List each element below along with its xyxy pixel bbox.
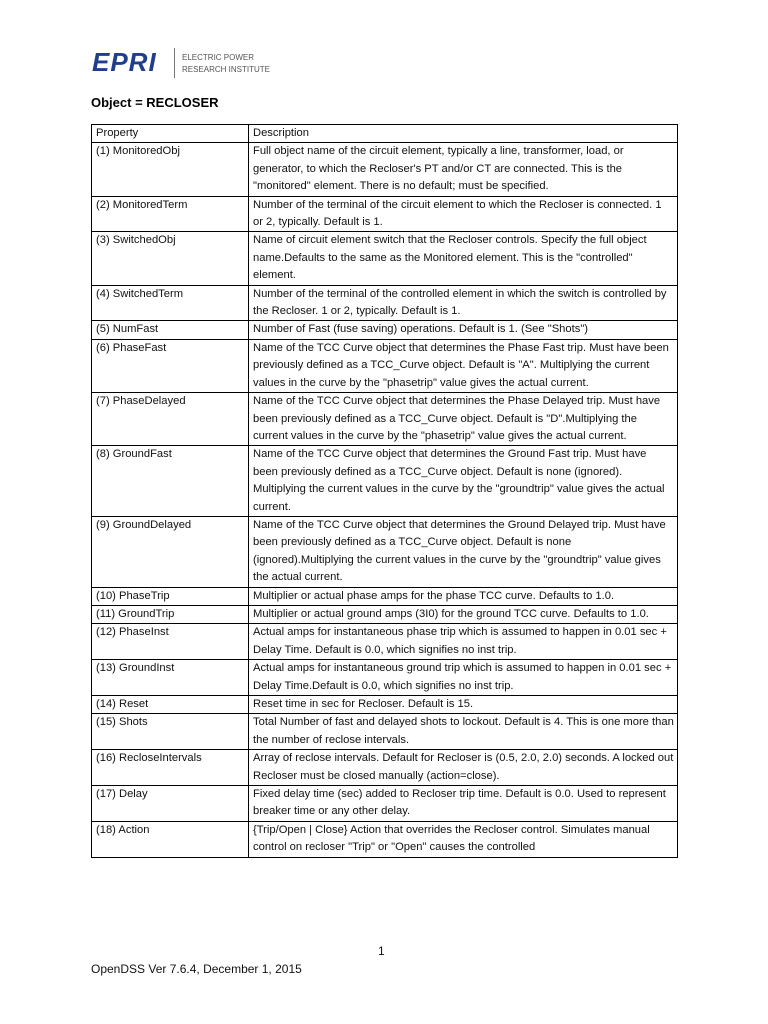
logo-divider [174,48,175,78]
table-row [92,750,678,786]
property-cell: (7) PhaseDelayed [92,393,249,446]
description-cell: Name of the TCC Curve object that determines the Ground Fast trip. Must have been previously defined as a TCC_Curve object. Default is none (ignored). Multiplying the current values in the curve by the "groundtrip" value gives the actual current. [249,446,678,517]
description-cell: Full object name of the circuit element, typically a line, transformer, load, or generator, to which the Recloser's PT and/or CT are connected. This is the "monitored" element. There is no default; must be specified. [249,143,678,196]
table-row [92,714,678,750]
description-cell: Actual amps for instantaneous ground trip which is assumed to happen in 0.01 sec + Delay Time.Default is 0.0, which signifies no inst trip. [249,660,678,696]
table-row [92,821,678,857]
table-row [92,196,678,232]
property-cell: (17) Delay [92,786,249,822]
table-row [92,605,678,623]
table-row [92,393,678,446]
table-row [92,660,678,696]
property-cell: (2) MonitoredTerm [92,196,249,232]
logo-wordmark: EPRI [92,48,157,77]
header-property: Property [92,125,249,143]
description-cell: Multiplier or actual phase amps for the phase TCC curve. Defaults to 1.0. [249,587,678,605]
property-cell: (15) Shots [92,714,249,750]
page-title: Object = RECLOSER [91,95,219,110]
page-number: 1 [378,944,385,958]
property-cell: (11) GroundTrip [92,605,249,623]
table-row [92,143,678,196]
description-cell: Fixed delay time (sec) added to Recloser trip time. Default is 0.0. Used to represent breaker time or any other delay. [249,786,678,822]
description-cell: Multiplier or actual ground amps (3I0) for the ground TCC curve. Defaults to 1.0. [249,605,678,623]
property-cell: (12) PhaseInst [92,624,249,660]
description-cell: Number of the terminal of the controlled element in which the switch is controlled by the Recloser. 1 or 2, typically. Default is 1. [249,285,678,321]
property-cell: (6) PhaseFast [92,339,249,392]
property-cell: (3) SwitchedObj [92,232,249,285]
property-cell: (4) SwitchedTerm [92,285,249,321]
epri-logo [92,48,292,78]
description-cell: Array of reclose intervals. Default for Recloser is (0.5, 2.0, 2.0) seconds. A locked out Recloser must be closed manually (action=close). [249,750,678,786]
header-description: Description [249,125,678,143]
table-row [92,587,678,605]
epri-logo-mark [92,48,292,78]
logo-tagline-2: RESEARCH INSTITUTE [182,65,271,74]
description-cell: Name of the TCC Curve object that determines the Phase Delayed trip. Must have been previously defined as a TCC_Curve object. Default is "D".Multiplying the current values in the curve by the "phasetrip" value gives the actual current. [249,393,678,446]
property-cell: (14) Reset [92,696,249,714]
table-row [92,232,678,285]
property-cell: (18) Action [92,821,249,857]
description-cell: Number of Fast (fuse saving) operations. Default is 1. (See "Shots") [249,321,678,339]
property-cell: (8) GroundFast [92,446,249,517]
table-row [92,786,678,822]
table-header-row [92,125,678,143]
property-cell: (10) PhaseTrip [92,587,249,605]
table-row [92,696,678,714]
logo-tagline-1: ELECTRIC POWER [182,53,255,62]
property-cell: (16) RecloseIntervals [92,750,249,786]
description-cell: Reset time in sec for Recloser. Default is 15. [249,696,678,714]
footer-text: OpenDSS Ver 7.6.4, December 1, 2015 [91,962,302,976]
description-cell: {Trip/Open | Close} Action that overrides the Recloser control. Simulates manual control on recloser "Trip" or "Open" causes the controlled [249,821,678,857]
property-cell: (1) MonitoredObj [92,143,249,196]
table-row [92,516,678,587]
description-cell: Name of the TCC Curve object that determines the Phase Fast trip. Must have been previously defined as a TCC_Curve object. Default is "A". Multiplying the current values in the curve by the "phasetrip" value gives the actual current. [249,339,678,392]
table-row [92,624,678,660]
properties-table [91,124,678,858]
table-row [92,285,678,321]
description-cell: Name of the TCC Curve object that determines the Ground Delayed trip. Must have been previously defined as a TCC_Curve object. Default is none (ignored).Multiplying the current values in the curve by the "groundtrip" value gives the actual current. [249,516,678,587]
property-cell: (13) GroundInst [92,660,249,696]
description-cell: Number of the terminal of the circuit element to which the Recloser is connected. 1 or 2, typically. Default is 1. [249,196,678,232]
table-row [92,321,678,339]
description-cell: Name of circuit element switch that the Recloser controls. Specify the full object name.Defaults to the same as the Monitored element. This is the "controlled" element. [249,232,678,285]
description-cell: Actual amps for instantaneous phase trip which is assumed to happen in 0.01 sec + Delay Time. Default is 0.0, which signifies no inst trip. [249,624,678,660]
table-row [92,339,678,392]
description-cell: Total Number of fast and delayed shots to lockout. Default is 4. This is one more than the number of reclose intervals. [249,714,678,750]
table-row [92,446,678,517]
property-cell: (9) GroundDelayed [92,516,249,587]
property-cell: (5) NumFast [92,321,249,339]
